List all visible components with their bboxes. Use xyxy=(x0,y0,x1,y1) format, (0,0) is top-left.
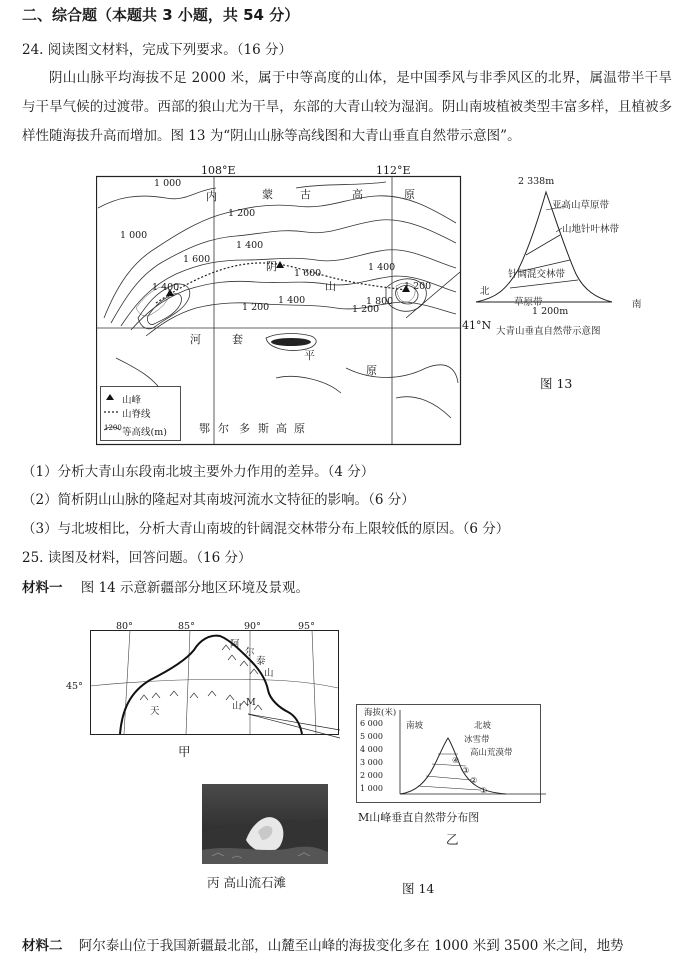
north-slope-label: 北坡 xyxy=(474,721,492,731)
tick-label: 4 000 xyxy=(360,745,383,754)
region-char: 多 xyxy=(239,422,250,435)
region-char: 河 xyxy=(190,333,201,346)
question-24-paragraph: 阴山山脉平均海拔不足 2000 米，属于中等高度的山体，是中国季风与非季风区的北界，属温带半干旱与干旱气候的过渡带。西部的狼山尤为干旱，东部的大青山较为湿润。阴山南坡植被类型丰富多样，且植被多样性随海拔升高而增加。图 13 为“阴山山脉等高线图和大青山垂直自然带示意图”。 xyxy=(22,70,672,144)
region-char: 原 xyxy=(404,188,415,201)
m-peak-zone-chart xyxy=(356,704,550,804)
lon-label: 95° xyxy=(298,621,315,632)
region-char: 鄂 xyxy=(199,422,210,435)
material-1-text: 图 14 示意新疆部分地区环境及景观。 xyxy=(80,580,310,596)
xinjiang-map-jia xyxy=(90,630,340,742)
lon-label: 85° xyxy=(178,621,195,632)
contour-label: 1 000 xyxy=(154,178,182,189)
contour-label: 1 800 xyxy=(366,296,394,307)
south-label: 南 xyxy=(632,299,642,310)
contour-label: 1 400 xyxy=(278,295,306,306)
section-title: 二、综合题（本题共 3 小题，共 54 分） xyxy=(22,6,300,24)
question-25-stem: 25. 读图及材料，回答问题。（16 分） xyxy=(22,550,252,566)
zone-label: 针阔混交林带 xyxy=(508,269,566,280)
region-char: 古 xyxy=(300,188,311,201)
jia-label: 甲 xyxy=(178,744,191,759)
tick-label: 6 000 xyxy=(360,719,383,728)
tianshan-char: 山 xyxy=(232,701,242,712)
material-2-text: 阿尔泰山位于我国新疆最北部，山麓至山峰的海拔变化多在 1000 米到 3500 米之间，地势 xyxy=(78,938,624,954)
legend-contour-sample: 1200 xyxy=(104,424,122,432)
contour-label: 1 200 xyxy=(228,208,256,219)
legend-peak: 山峰 xyxy=(122,395,142,406)
zone-marker: ② xyxy=(470,776,478,785)
yinshan-contour-map xyxy=(96,168,462,446)
contour-label: 1 200 xyxy=(404,281,432,292)
question-24-3: （3）与北坡相比，分析大青山南坡的针阔混交林带分布上限较低的原因。（6 分） xyxy=(22,521,510,537)
zone-marker: ③ xyxy=(462,766,470,775)
material-1 xyxy=(22,576,309,596)
figure-14-label: 图 14 xyxy=(402,881,435,896)
altai-char: 阿 xyxy=(230,639,240,650)
lat-41-label: 41°N xyxy=(462,319,492,332)
tianshan-char: M xyxy=(246,697,256,708)
region-char: 高 xyxy=(352,188,363,201)
zone-label: 山地针叶林带 xyxy=(562,224,620,235)
region-char: 斯 xyxy=(258,422,269,435)
zone-marker: ④ xyxy=(452,756,460,765)
region-char: 高 xyxy=(276,422,287,435)
tick-label: 3 000 xyxy=(360,758,383,767)
mountain-char: 阴 xyxy=(266,260,277,273)
zone-label: 高山荒漠带 xyxy=(470,748,513,758)
tick-label: 5 000 xyxy=(360,732,383,741)
lat-label: 45° xyxy=(66,681,83,692)
material-2-label: 材料二 xyxy=(22,938,63,954)
north-label: 北 xyxy=(480,286,490,297)
contour-label: 1 400 xyxy=(368,262,396,273)
contour-label: 1 600 xyxy=(294,268,322,279)
region-char: 尔 xyxy=(218,422,229,435)
material-1-label: 材料一 xyxy=(22,580,63,596)
zone-label: 冰雪带 xyxy=(464,735,490,745)
tick-label: 1 000 xyxy=(360,784,383,793)
zone-marker: ① xyxy=(480,786,488,795)
tianshan-char: 天 xyxy=(150,706,160,717)
region-char: 原 xyxy=(366,364,377,377)
question-24-1: （1）分析大青山东段南北坡主要外力作用的差异。（4 分） xyxy=(22,464,375,480)
contour-label: 1 600 xyxy=(183,254,211,265)
yi-label: 乙 xyxy=(446,832,459,847)
alpine-scree-photo xyxy=(202,784,328,864)
lon-label: 80° xyxy=(116,621,133,632)
legend-contour: 等高线(m) xyxy=(122,427,167,438)
zone-label: 草原带 xyxy=(514,297,543,308)
altai-char: 山 xyxy=(264,668,274,679)
region-char: 内 xyxy=(206,190,217,203)
south-slope-label: 南坡 xyxy=(406,721,424,731)
peak-height-label: 2 338m xyxy=(518,176,555,187)
photo-caption: 丙 高山流石滩 xyxy=(207,875,286,890)
lon-108-label: 108°E xyxy=(201,164,236,177)
legend-ridge: 山脊线 xyxy=(122,409,151,420)
region-char: 原 xyxy=(294,422,305,435)
mountain-char: 山 xyxy=(325,280,336,293)
axis-title: 海拔(米) xyxy=(364,708,397,718)
zone-diagram-caption: 大青山垂直自然带示意图 xyxy=(496,326,601,337)
contour-label: 1 000 xyxy=(120,230,148,241)
region-char: 蒙 xyxy=(262,188,273,201)
contour-label: 1 400 xyxy=(236,240,264,251)
lon-label: 90° xyxy=(244,621,261,632)
base-height-label: 1 200m xyxy=(532,306,569,317)
figure-13-label: 图 13 xyxy=(540,376,573,391)
contour-label: 1 200 xyxy=(242,302,270,313)
lon-112-label: 112°E xyxy=(376,164,411,177)
contour-label: 1 200 xyxy=(352,304,380,315)
contour-label: 1 400 xyxy=(152,282,180,293)
chart-yi-caption: M山峰垂直自然带分布图 xyxy=(358,811,480,824)
question-24-2: （2）简析阴山山脉的隆起对其南坡河流水文特征的影响。（6 分） xyxy=(22,492,415,508)
question-24-stem: 24. 阅读图文材料，完成下列要求。（16 分） xyxy=(22,42,292,58)
zone-label: 亚高山草原带 xyxy=(552,200,610,211)
altai-char: 泰 xyxy=(256,656,266,667)
altai-char: 尔 xyxy=(245,647,255,658)
region-char: 平 xyxy=(304,349,315,362)
tick-label: 2 000 xyxy=(360,771,383,780)
region-char: 套 xyxy=(232,333,243,346)
material-2 xyxy=(22,934,624,954)
